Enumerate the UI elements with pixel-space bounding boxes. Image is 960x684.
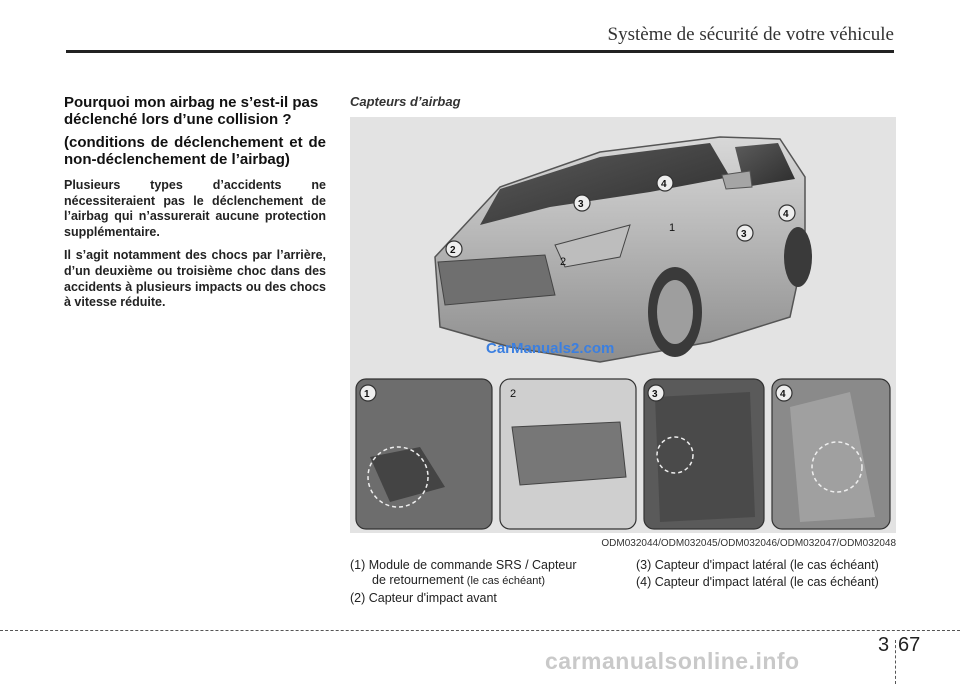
callout-label: 2 [560, 256, 567, 268]
header-rule [66, 50, 894, 53]
callout-label: 4 [661, 179, 667, 190]
left-column [64, 94, 326, 319]
chapter-number: 3 [878, 634, 890, 656]
caption-1b-main: de retournement [372, 573, 464, 587]
inset-callout: 3 [652, 389, 658, 400]
inset-callout: 2 [510, 388, 517, 400]
section-heading: Pourquoi mon airbag ne s’est-il pas déclenché lors d’une collision ? [64, 94, 319, 128]
site-watermark: carmanualsonline.info [545, 648, 800, 674]
front-rim [657, 280, 693, 344]
inset-2-grille [512, 422, 626, 485]
callout-label: 2 [450, 245, 456, 256]
car-illustration [350, 117, 896, 533]
watermark: CarManuals2.com [486, 340, 615, 357]
paragraph-1: Plusieurs types d’accidents ne nécessiteraient pas le déclenchement de l’airbag qui n’assurerait aucune protection supplémentaire. [64, 178, 326, 239]
page-number: 67 [898, 634, 921, 656]
figure-title: Capteurs d’airbag [350, 94, 461, 109]
section-subheading: (conditions de déclenchement et de non-déclenchement de l’airbag) [64, 134, 326, 168]
callout-label: 1 [669, 222, 676, 234]
airbag-sensor-figure [350, 117, 896, 533]
caption-3: (3) Capteur d'impact latéral (le cas échéant) [636, 558, 879, 572]
callout-label: 3 [578, 199, 584, 210]
caption-1a: (1) Module de commande SRS / Capteur [350, 558, 577, 572]
caption-1b [372, 573, 545, 589]
inset-callout: 4 [780, 389, 786, 400]
page-separator [895, 640, 896, 684]
callout-label: 3 [741, 229, 747, 240]
figure-code: ODM032044/ODM032045/ODM032046/ODM032047/ODM032048 [601, 538, 896, 549]
caption-1b-note: (le cas échéant) [463, 575, 546, 587]
caption-2: (2) Capteur d'impact avant [350, 591, 497, 605]
footer-rule [0, 630, 960, 631]
header-title: Système de sécurité de votre véhicule [607, 24, 894, 45]
caption-4: (4) Capteur d'impact latéral (le cas échéant) [636, 575, 879, 589]
inset-3-door [655, 392, 755, 522]
callout-label: 4 [783, 209, 789, 220]
rear-wheel [784, 227, 812, 287]
paragraph-2: Il s’agit notamment des chocs par l’arrière, d’un deuxième ou troisième choc dans des accidents à plusieurs impacts ou des chocs à vitesse réduite. [64, 248, 326, 310]
inset-callout: 1 [364, 389, 370, 400]
